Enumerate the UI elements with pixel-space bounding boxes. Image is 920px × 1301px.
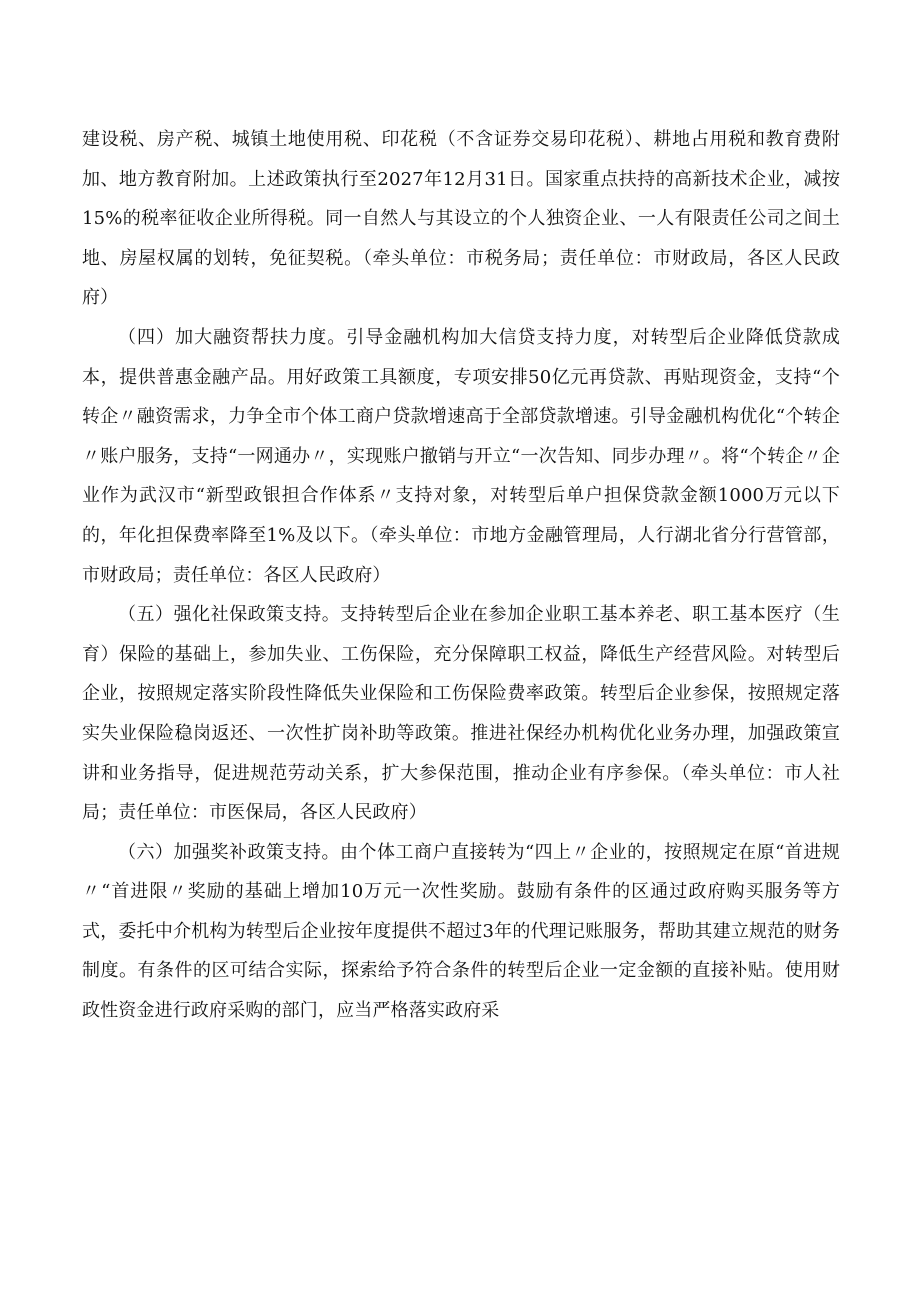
paragraph-social-security-support: （五）强化社保政策支持。支持转型后企业在参加企业职工基本养老、职工基本医疗（生育）保险的基础上，参加失业、工伤保险，充分保障职工权益，降低生产经营风险。对转型后企业，按照规定落实阶段性降低失业保险和工伤保险费率政策。转型后企业参保，按照规定落实失业保险稳岗返还、一次性扩岗补助等政策。推进社保经办机构优化业务办理，加强政策宣讲和业务指导，促进规范劳动关系，扩大参保范围，推动企业有序参保。（牵头单位：市人社局；责任单位：市医保局，各区人民政府） <box>82 604 840 824</box>
paragraph-financing-support: （四）加大融资帮扶力度。引导金融机构加大信贷支持力度，对转型后企业降低贷款成本，提供普惠金融产品。用好政策工具额度，专项安排50亿元再贷款、再贴现资金，支持“个转企〃融资需求，力争全市个体工商户贷款增速高于全部贷款增速。引导金融机构优化“个转企〃账户服务，支持“一网通办〃，实现账户撤销与开立“一次告知、同步办理〃。将“个转企〃企业作为武汉市“新型政银担合作体系〃支持对象，对转型后单户担保贷款金额1000万元以下的，年化担保费率降至1%及以下。（牵头单位：市地方金融管理局，人行湖北省分行营管部，市财政局；责任单位：各区人民政府） <box>82 326 840 586</box>
paragraph-tax-policy-continued: 建设税、房产税、城镇土地使用税、印花税（不含证券交易印花税）、耕地占用税和教育费附加、地方教育附加。上述政策执行至2027年12月31日。国家重点扶持的高新技术企业，减按15%的税率征收企业所得税。同一自然人与其设立的个人独资企业、一人有限责任公司之间土地、房屋权属的划转，免征契税。（牵头单位：市税务局；责任单位：市财政局，各区人民政府） <box>82 129 840 309</box>
document-body <box>82 120 840 1031</box>
paragraph-subsidy-support: （六）加强奖补政策支持。由个体工商户直接转为“四上〃企业的，按照规定在原“首进规〃“首进限〃奖励的基础上增加10万元一次性奖励。鼓励有条件的区通过政府购买服务等方式，委托中介机构为转型后企业按年度提供不超过3年的代理记账服务，帮助其建立规范的财务制度。有条件的区可结合实际，探索给予符合条件的转型后企业一定金额的直接补贴。使用财政性资金进行政府采购的部门，应当严格落实政府采 <box>82 841 840 1022</box>
